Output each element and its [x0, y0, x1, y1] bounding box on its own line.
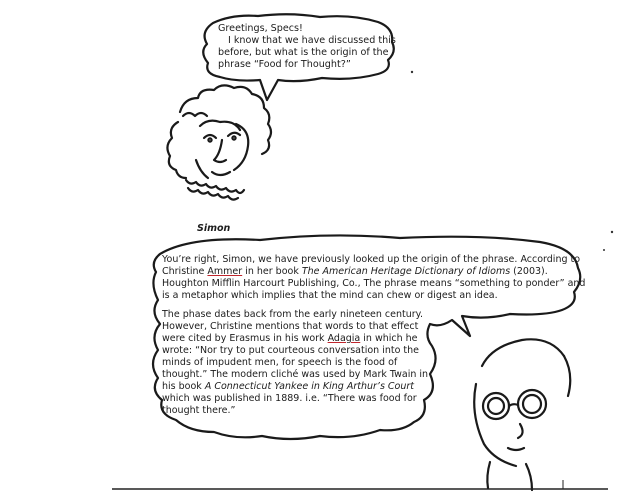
specs-p2-line-2: However, Christine mentions that words to that effect [162, 321, 419, 332]
stray-dot [611, 231, 613, 233]
simon-line-3: before, but what is the origin of the [218, 47, 389, 58]
simon-line-1: Greetings, Specs! [218, 23, 303, 34]
specs-p2-line-5: minds of impudent men, for speech is the food of [162, 357, 398, 368]
specs-p2-line-8: which was published in 1889. i.e. “There was food for [162, 393, 417, 404]
text-run: Christine [162, 266, 208, 277]
specs-p2-line-4: wrote: “Nor try to put courteous conversation into the [162, 345, 420, 356]
text-run: were cited by Erasmus in his work [162, 333, 328, 344]
simon-name-label: Simon [197, 223, 231, 234]
simon-line-4: phrase “Food for Thought?” [218, 59, 351, 70]
specs-character [474, 339, 570, 490]
work-title: Adagia [327, 333, 361, 344]
simon-character [167, 85, 271, 199]
specs-p2-line-6: thought.” The modern cliché was used by Mark Twain in [162, 369, 429, 380]
specs-p1-line-4: is a metaphor which implies that the mind can chew or digest an idea. [162, 290, 498, 301]
simon-line-2: I know that we have discussed this [228, 35, 396, 46]
specs-p2-line-7 [162, 381, 414, 393]
stray-dot [411, 71, 413, 73]
book-title: A Connecticut Yankee in King Arthur’s Court [204, 381, 415, 392]
specs-p2-line-3 [162, 333, 418, 345]
specs-p2-line-9: thought there.” [162, 405, 236, 416]
specs-p1-line-3: Houghton Mifflin Harcourt Publishing, Co., The phrase means “something to ponder” and [162, 278, 586, 289]
specs-p1-line-2 [162, 266, 548, 278]
text-run: his book [162, 381, 205, 392]
stray-dot [603, 249, 605, 251]
text-run: in her book [242, 266, 302, 277]
text-run: (2003). [510, 266, 548, 277]
text-run: in which he [360, 333, 418, 344]
specs-p1-line-1: You’re right, Simon, we have previously looked up the origin of the phrase. According to [162, 254, 581, 265]
book-title: The American Heritage Dictionary of Idioms [301, 266, 511, 277]
author-name: Ammer [207, 266, 243, 277]
specs-p2-line-1: The phase dates back from the early nineteen century. [162, 309, 423, 320]
